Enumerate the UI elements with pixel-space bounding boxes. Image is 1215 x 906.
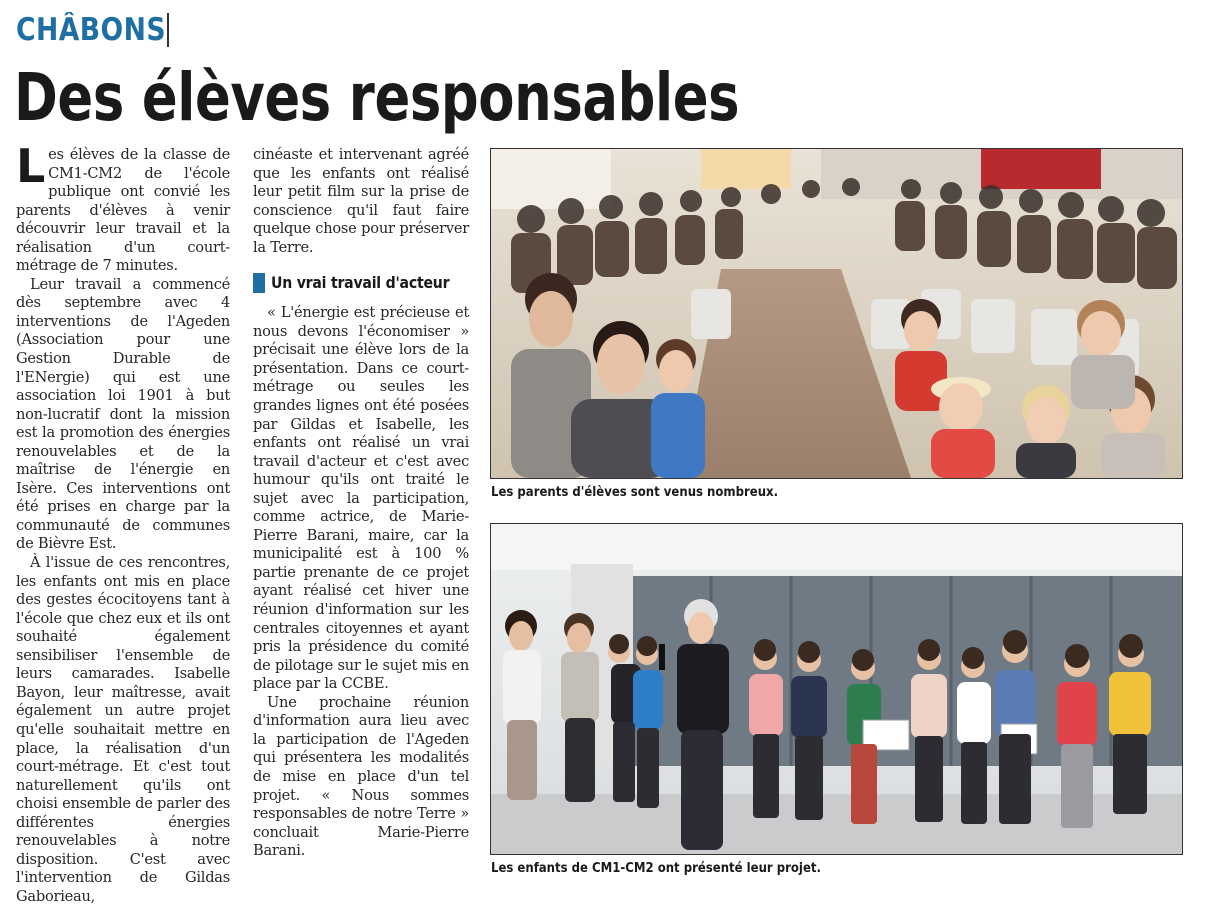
article-paragraph-2: Leur travail a commencé dès septembre avec 4 interventions de l'Ageden (Association pour une Gestion Durable de l'ENergie) qui est une association loi 1901 à but non-lucratif dont la mission est la promotion des énergies renouvelables et de la maîtrise de l'énergie en Isère. Ces interventions ont été prises en charge par la communauté de communes de Bièvre Est. xyxy=(16,275,230,553)
section-kicker: CHÂBONS xyxy=(16,12,167,48)
photo-children-presenting xyxy=(490,523,1183,855)
article-paragraph-1 xyxy=(16,139,230,276)
article-column-2 xyxy=(253,146,469,882)
article-paragraph-4: cinéaste et intervenant agréé que les enfants ont réalisé leur petit film sur la prise de conscience qu'il faut faire quelque chose pour préserver la Terre. xyxy=(253,146,469,256)
audience-photo-image xyxy=(491,149,1182,478)
headline: Des élèves responsables xyxy=(14,59,740,136)
article-paragraph-3: À l'issue de ces rencontres, les enfants ont mis en place des gestes écocitoyens tant à l'école que chez eux et ils ont souhaité également sensibiliser l'ensemble de leurs camarades. Isabelle Bayon, leur maîtresse, avait également un autre projet qu'elle souhaitait mettre en place, la réalisation d'un court-métrage. Et c'est tout naturellement qu'ils ont choisi ensemble de parler des différentes énergies renouvelables à notre disposition. C'est avec l'intervention de Gildas Gaborieau, xyxy=(16,554,230,905)
article-paragraph-5: « L'énergie est précieuse et nous devons l'économiser » précisait une élève lors de la présentation. Dans ce court-métrage ou seules les grandes lignes ont été posées par Gildas et Isabelle, les enfants ont réalisé un vrai travail d'acteur et c'est avec humour qu'ils ont traité le sujet avec la participation, comme actrice, de Marie-Pierre Barani, maire, car la municipalité est à 100 % partie prenante de ce projet ayant réalisé cet hiver une réunion d'information sur les centrales citoyennes et ayant pris la présidence du comité de pilotage sur le sujet mis en place par la CCBE. xyxy=(253,304,469,693)
subheading-square-icon xyxy=(253,273,265,293)
drop-cap: L xyxy=(16,139,46,193)
paragraph-1-text: es élèves de la classe de CM1-CM2 de l'école publique ont convié les parents d'élèves à venir découvrir leur travail et la réalisation d'un court-métrage de 7 minutes. xyxy=(16,146,230,275)
photo-caption-1: Les parents d'élèves sont venus nombreux. xyxy=(491,485,779,500)
photo-caption-2: Les enfants de CM1-CM2 ont présenté leur projet. xyxy=(491,861,821,876)
presentation-photo-image xyxy=(491,524,1182,854)
kicker-divider xyxy=(167,13,169,47)
photo-parents-audience xyxy=(490,148,1183,479)
subheading-text: Un vrai travail d'acteur xyxy=(271,273,450,292)
article-column-1 xyxy=(16,139,230,905)
article-paragraph-6: Une prochaine réunion d'information aura lieu avec la participation de l'Ageden qui présentera les modalités de mise en place d'un tel projet. « Nous sommes responsables de notre Terre » concluait Marie-Pierre Barani. xyxy=(253,693,469,860)
subheading xyxy=(253,271,469,295)
